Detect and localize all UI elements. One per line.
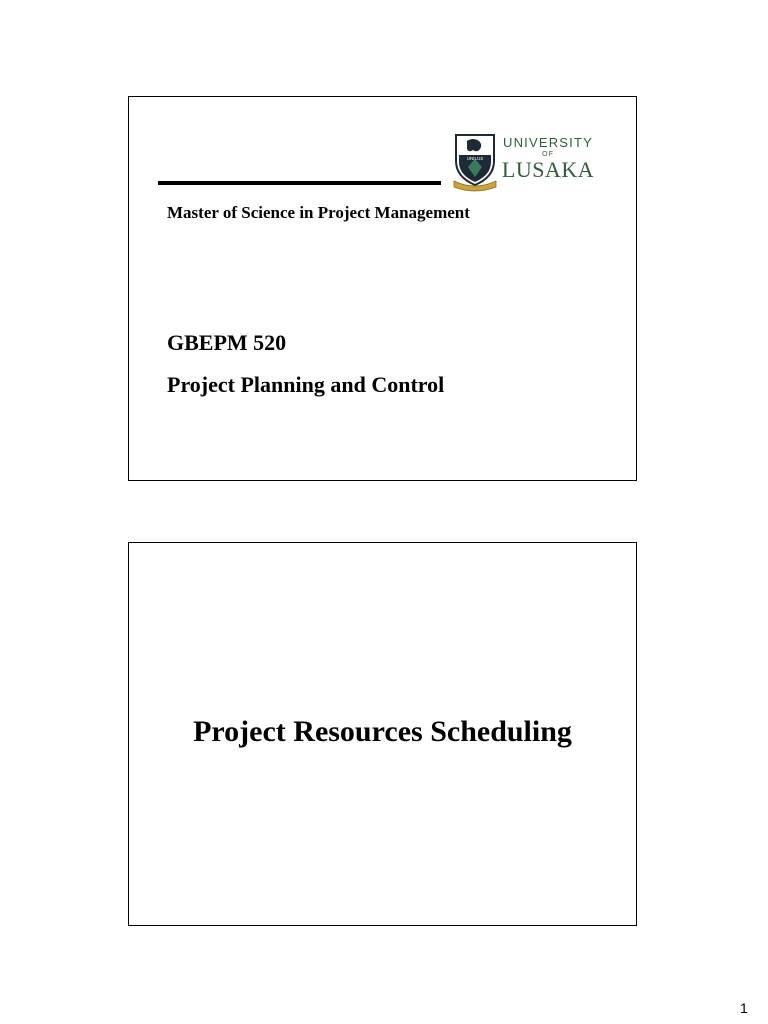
slide-1 — [128, 96, 637, 481]
logo-university-text: UNIVERSITY — [502, 135, 593, 150]
logo-lusaka-text: LUSAKA — [501, 157, 595, 182]
svg-text:UNILUS: UNILUS — [466, 156, 484, 161]
program-name: Master of Science in Project Management — [167, 203, 470, 222]
crest-icon — [453, 131, 497, 193]
university-logo — [453, 131, 595, 193]
logo-wordmark — [501, 135, 595, 181]
divider-rule — [158, 181, 441, 185]
course-code: GBEPM 520 — [167, 330, 287, 355]
slide-2 — [128, 542, 637, 926]
slide-title: Project Resources Scheduling — [193, 715, 572, 748]
course-title: Project Planning and Control — [167, 372, 445, 397]
page-number: 1 — [740, 1000, 748, 1016]
logo-of-text: OF — [542, 151, 554, 158]
